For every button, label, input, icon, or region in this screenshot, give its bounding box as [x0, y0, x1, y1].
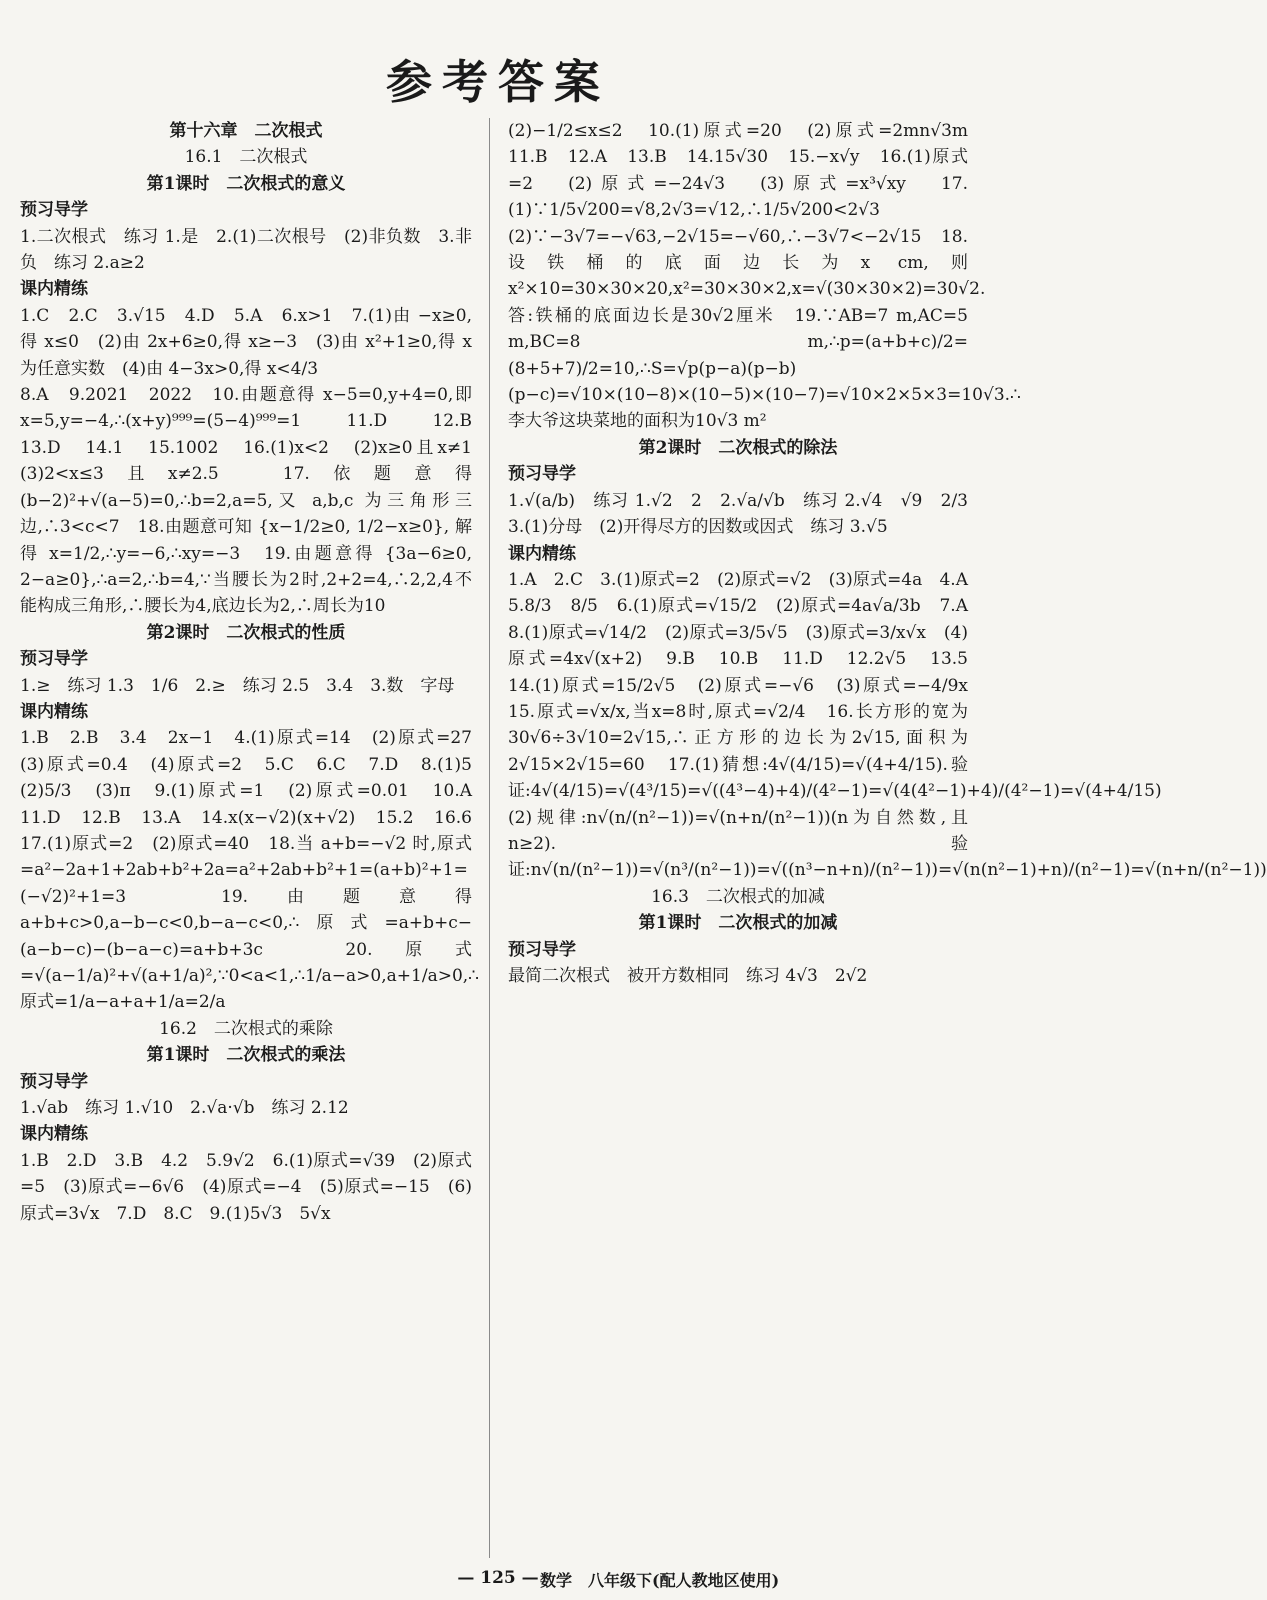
- right-column: [508, 118, 1267, 989]
- section-heading: 16.1 二次根式: [184, 147, 308, 168]
- chapter-heading: 第十六章 二次根式: [169, 121, 323, 141]
- subsection-heading: 预习导学: [20, 1071, 88, 1092]
- answer-paragraph: 1.B 2.B 3.4 2x−1 4.(1)原式=14 (2)原式=27 (3)原式=0.4 (4)原式=2 5.C 6.C 7.D 8.(1)5 (2)5/3 (3)π 9.(1)原式=1 (2)原式=0.01 10.A 11.D 12.B 13.A 14.x(x−√2)(x+√2) 15.2 16.6 17.(1)原式=2 (2)原式=40 18.当 a+b=−√2 时,原式=a²−2a+1+2ab+b²+2a=a²+2ab+b²+1=(a+b)²+1=(−√2)²+1=3 19.由题意得 a+b+c>0,a−b−c<0,b−a−c<0,∴原式=a+b+c−(a−b−c)−(b−a−c)=a+b+3c 20.原式=√(a−1/a)²+√(a+1/a)²,∵0<a<1,∴1/a−a>0,a+1/a>0,∴原式=1/a−a+a+1/a=2/a: [20, 728, 489, 1013]
- subsection-heading: 课内精练: [20, 1124, 88, 1145]
- page-title: 参考答案: [386, 55, 610, 109]
- book-subject-label: 数学 八年级下(配人教地区使用): [540, 1571, 780, 1590]
- subsection-heading: 预习导学: [20, 200, 88, 221]
- subsection-heading: 预习导学: [20, 649, 88, 670]
- section-heading: 16.3 二次根式的加减: [651, 886, 825, 907]
- lesson-heading: 第1课时 二次根式的意义: [146, 173, 346, 194]
- column-divider: [489, 118, 490, 1558]
- answer-paragraph: 1.C 2.C 3.√15 4.D 5.A 6.x>1 7.(1)由 −x≥0,得 x≤0 (2)由 2x+6≥0,得 x≥−3 (3)由 x²+1≥0,得 x 为任意实数 (4)由 4−3x>0,得 x<4/3: [20, 305, 472, 379]
- answer-paragraph: 8.A 9.2021 2022 10.由题意得 x−5=0,y+4=0,即x=5,y=−4,∴(x+y)⁹⁹⁹=(5−4)⁹⁹⁹=1 11.D 12.B 13.D 14.1 15.1002 16.(1)x<2 (2)x≥0且x≠1 (3)2<x≤3且x≠2.5 17.依题意得(b−2)²+√(a−5)=0,∴b=2,a=5,又 a,b,c 为三角形三边,∴3<c<7 18.由题意可知 {x−1/2≥0, 1/2−x≥0}, 解得 x=1/2,∴y=−6,∴xy=−3 19.由题意得 {3a−6≥0, 2−a≥0},∴a=2,∴b=4,∵当腰长为2时,2+2=4,∴2,2,4不能构成三角形,∴腰长为4,底边长为2,∴周长为10: [20, 385, 489, 617]
- answer-paragraph: 1.A 2.C 3.(1)原式=2 (2)原式=√2 (3)原式=4a 4.A 5.8/3 8/5 6.(1)原式=√15/2 (2)原式=4a√a/3b 7.A 8.(1)原式=√14/2 (2)原式=3/5√5 (3)原式=3/x√x (4)原式=4x√(x+2) 9.B 10.B 11.D 12.2√5 13.5 14.(1)原式=15/2√5 (2)原式=−√6 (3)原式=−4/9x 15.原式=√x/x,当x=8时,原式=√2/4 16.长方形的宽为30√6÷3√10=2√15,∴正方形的边长为2√15,面积为2√15×2√15=60 17.(1)猜想:4√(4/15)=√(4+4/15).验证:4√(4/15)=√(4³/15)=√((4³−4)+4)/(4²−1)=√(4(4²−1)+4)/(4²−1)=√(4+4/15) (2)规律:n√(n/(n²−1))=√(n+n/(n²−1))(n为自然数,且n≥2).验证:n√(n/(n²−1))=√(n³/(n²−1))=√((n³−n+n)/(n²−1))=√(n(n²−1)+n)/(n²−1)=√(n+n/(n²−1)): [508, 569, 1267, 881]
- subsection-heading: 预习导学: [508, 939, 576, 960]
- subsection-heading: 课内精练: [508, 543, 576, 564]
- left-column: [20, 118, 489, 1227]
- subsection-heading: 课内精练: [20, 701, 88, 722]
- page-number: — 125 —: [457, 1568, 539, 1588]
- answer-paragraph: 1.≥ 练习 1.3 1/6 2.≥ 练习 2.5 3.4 3.数 字母: [20, 675, 455, 696]
- answer-paragraph: 1.B 2.D 3.B 4.2 5.9√2 6.(1)原式=√39 (2)原式=5 (3)原式=−6√6 (4)原式=−4 (5)原式=−15 (6)原式=3√x 7.D 8.C 9.(1)5√3 5√x: [20, 1150, 472, 1224]
- answer-paragraph: 1.√ab 练习 1.√10 2.√a·√b 练习 2.12: [20, 1098, 349, 1119]
- lesson-heading: 第1课时 二次根式的加减: [638, 913, 838, 934]
- answer-paragraph: 1.√(a/b) 练习 1.√2 2 2.√a/√b 练习 2.√4 √9 2/3 3.(1)分母 (2)开得尽方的因数或因式 练习 3.√5: [508, 490, 985, 538]
- subsection-heading: 课内精练: [20, 279, 88, 300]
- lesson-heading: 第2课时 二次根式的性质: [146, 622, 346, 643]
- lesson-heading: 第2课时 二次根式的除法: [638, 437, 838, 458]
- answer-paragraph: (2)−1/2≤x≤2 10.(1)原式=20 (2)原式=2mn√3m 11.B 12.A 13.B 14.15√30 15.−x√y 16.(1)原式=2 (2)原式=−24√3 (3)原式=x³√xy 17.(1)∵1/5√200=√8,2√3=√12,∴1/5√200<2√3 (2)∵−3√7=−√63,−2√15=−√60,∴−3√7<−2√15 18.设铁桶的底面边长为x cm,则 x²×10=30×30×20,x²=30×30×2,x=√(30×30×2)=30√2.答:铁桶的底面边长是30√2厘米 19.∵AB=7 m,AC=5 m,BC=8 m,∴p=(a+b+c)/2=(8+5+7)/2=10,∴S=√p(p−a)(p−b)(p−c)=√10×(10−8)×(10−5)×(10−7)=√10×2×5×3=10√3.∴李大爷这块菜地的面积为10√3 m²: [508, 121, 1021, 432]
- lesson-heading: 第1课时 二次根式的乘法: [146, 1045, 346, 1066]
- answer-paragraph: 1.二次根式 练习 1.是 2.(1)二次根号 (2)非负数 3.非负 练习 2.a≥2: [20, 226, 472, 274]
- subsection-heading: 预习导学: [508, 464, 576, 485]
- answer-paragraph: 最简二次根式 被开方数相同 练习 4√3 2√2: [508, 966, 868, 986]
- page-footer: [0, 1568, 996, 1588]
- section-heading: 16.2 二次根式的乘除: [159, 1018, 333, 1039]
